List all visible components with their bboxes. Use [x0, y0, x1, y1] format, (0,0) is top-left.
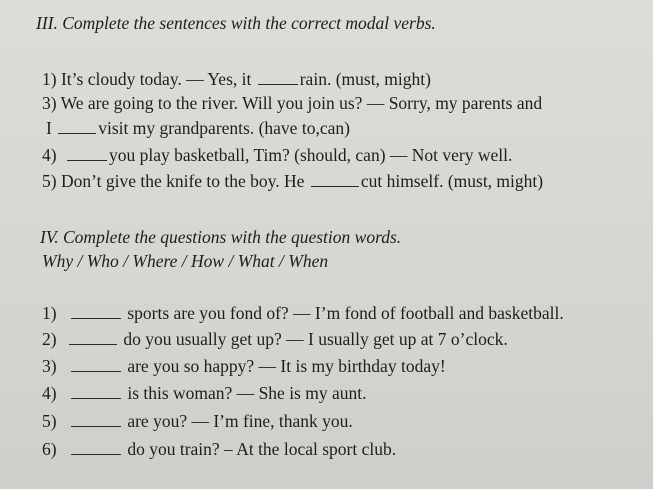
- question-text: do you usually get up? — I usually get up at 7 o’clock.: [123, 329, 508, 349]
- item-number: 2): [42, 329, 57, 349]
- sentence-start: It’s cloudy today. — Yes, it: [60, 69, 252, 89]
- section-4-item-4: [42, 382, 366, 404]
- word-bank: Why / Who / Where / How / What / When: [42, 251, 329, 271]
- section-3-item-4: [42, 144, 512, 166]
- section-3-item-5: [42, 170, 543, 192]
- item-number: 5): [42, 171, 57, 191]
- sentence-start: We are going to the river. Will you join us? — Sorry, my parents and: [60, 93, 543, 113]
- item-number: 3): [42, 93, 57, 113]
- section-3-title: III. Complete the sentences with the correct modal verbs.: [36, 13, 436, 33]
- item-number: 4): [42, 145, 57, 165]
- answer-blank[interactable]: [258, 69, 298, 85]
- question-text: is this woman? — She is my aunt.: [127, 383, 367, 403]
- item-number: 5): [42, 411, 57, 431]
- sentence-end: visit my grandparents. (have to,can): [98, 118, 350, 138]
- sentence-start: Don’t give the knife to the boy. He: [60, 171, 305, 191]
- question-text: do you train? – At the local sport club.: [127, 439, 397, 459]
- item-number: 6): [42, 439, 57, 459]
- answer-blank[interactable]: [71, 356, 121, 372]
- question-text: are you so happy? — It is my birthday today!: [127, 356, 446, 376]
- answer-blank[interactable]: [69, 329, 117, 345]
- sentence-end: you play basketball, Tim? (should, can) — Not very well.: [108, 145, 513, 165]
- question-text: sports are you fond of? — I’m fond of football and basketball.: [127, 303, 564, 323]
- section-4-title: IV. Complete the questions with the question words.: [40, 227, 402, 247]
- answer-blank[interactable]: [71, 383, 121, 399]
- item-number: 4): [42, 383, 57, 403]
- answer-blank[interactable]: [71, 303, 121, 319]
- answer-blank[interactable]: [71, 411, 121, 427]
- section-3-item-3: [42, 92, 542, 114]
- answer-blank[interactable]: [311, 171, 359, 187]
- section-4-item-1: [42, 302, 564, 324]
- section-4-item-2: [42, 328, 508, 350]
- item-number: 3): [42, 356, 57, 376]
- section-3-item-3-continued: [46, 117, 350, 139]
- answer-blank[interactable]: [58, 118, 96, 134]
- sentence-start: I: [46, 118, 52, 138]
- item-number: 1): [42, 69, 57, 89]
- sentence-end: cut himself. (must, might): [360, 171, 544, 191]
- sentence-end: rain. (must, might): [299, 69, 431, 89]
- section-4-item-5: [42, 410, 353, 432]
- section-4-item-3: [42, 355, 446, 377]
- answer-blank[interactable]: [67, 145, 107, 161]
- section-4-item-6: [42, 438, 396, 460]
- section-3-item-1: [42, 68, 431, 90]
- item-number: 1): [42, 303, 57, 323]
- answer-blank[interactable]: [71, 439, 121, 455]
- question-text: are you? — I’m fine, thank you.: [127, 411, 353, 431]
